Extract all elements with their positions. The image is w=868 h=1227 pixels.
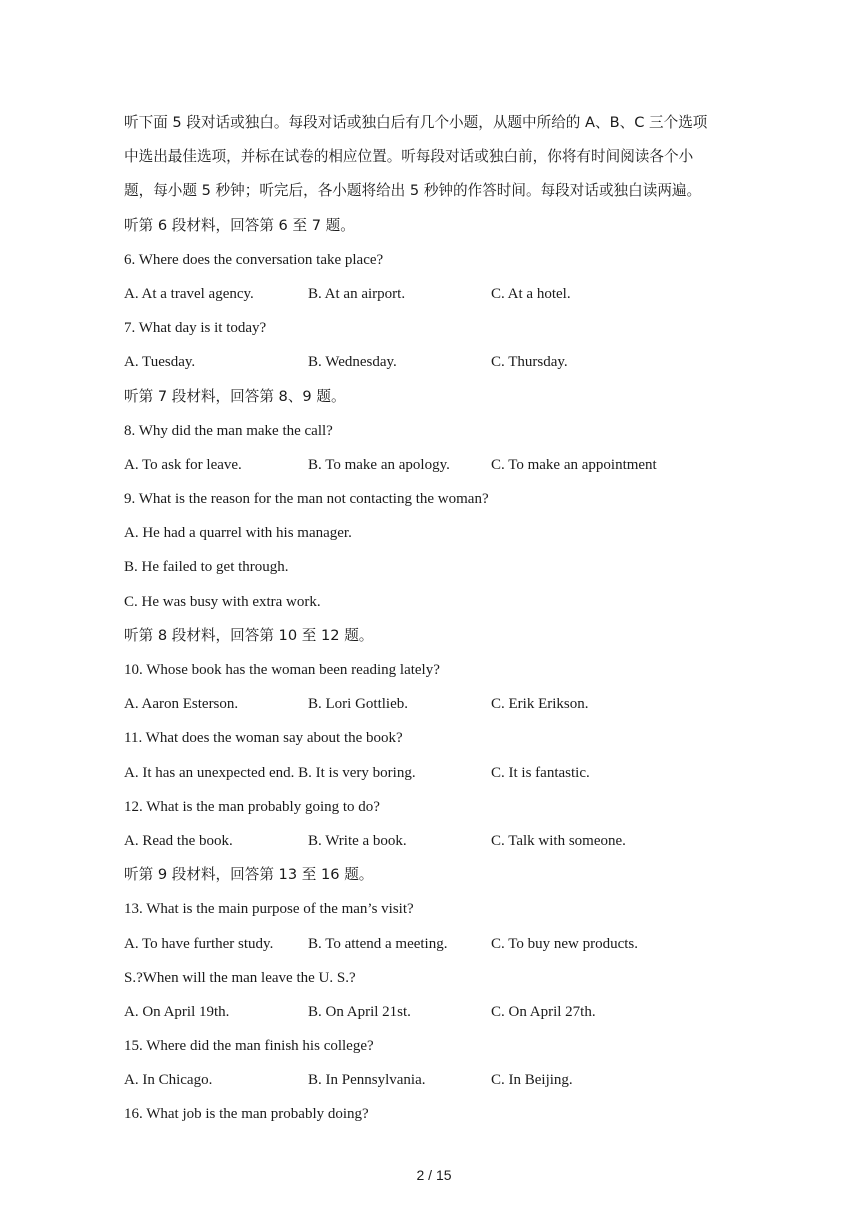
section-heading: 听第 8 段材料，回答第 10 至 12 题。 — [124, 626, 374, 644]
option-c: C. To buy new products. — [491, 935, 638, 952]
option-b: B. To attend a meeting. — [308, 935, 448, 952]
current-page: 2 — [416, 1167, 425, 1183]
section-heading: 听第 6 段材料，回答第 6 至 7 题。 — [124, 216, 355, 234]
option-b: B. Lori Gottlieb. — [308, 696, 408, 713]
option-c: C. Talk with someone. — [491, 832, 626, 849]
options-row — [124, 448, 764, 482]
option-a: A. Aaron Esterson. — [124, 696, 239, 713]
question-text: 15. Where did the man finish his college? — [124, 1038, 374, 1055]
options-row — [124, 995, 764, 1029]
option-a: A. At a travel agency. — [124, 285, 254, 302]
option-a: A. Tuesday. — [124, 354, 196, 371]
option-line: A. He had a quarrel with his manager. — [124, 525, 352, 542]
option-c: C. At a hotel. — [491, 285, 571, 302]
question-text: 13. What is the main purpose of the man’s visit? — [124, 901, 414, 918]
option-a: A. It has an unexpected end. B. It is very boring. — [124, 764, 416, 781]
options-row — [124, 927, 764, 961]
option-line: B. He failed to get through. — [124, 559, 289, 576]
option-c: C. In Beijing. — [491, 1072, 573, 1089]
option-a: A. In Chicago. — [124, 1072, 213, 1089]
options-row — [124, 824, 764, 858]
option-b: B. Write a book. — [308, 832, 407, 849]
option-b: B. Wednesday. — [308, 354, 397, 371]
question-text: 7. What day is it today? — [124, 320, 267, 337]
listening-section — [124, 106, 764, 1132]
section-heading: 听第 7 段材料，回答第 8、9 题。 — [124, 387, 346, 405]
options-row — [124, 277, 764, 311]
total-pages: 15 — [435, 1167, 452, 1183]
option-c: C. Thursday. — [491, 354, 568, 371]
option-c: C. Erik Erikson. — [491, 696, 589, 713]
option-a: A. To ask for leave. — [124, 456, 242, 473]
question-text: 8. Why did the man make the call? — [124, 422, 333, 439]
page-number — [0, 1167, 868, 1183]
option-b: B. On April 21st. — [308, 1003, 411, 1020]
option-b: B. At an airport. — [308, 285, 406, 302]
question-text: 12. What is the man probably going to do? — [124, 798, 380, 815]
option-a: A. On April 19th. — [124, 1003, 230, 1020]
options-row — [124, 687, 764, 721]
option-c: C. It is fantastic. — [491, 764, 590, 781]
option-a: A. To have further study. — [124, 935, 274, 952]
options-row — [124, 1063, 764, 1097]
instruction-line: 题，每小题 5 秒钟；听完后，各小题将给出 5 秒钟的作答时间。每段对话或独白读两遍。 — [124, 182, 702, 200]
question-text: 10. Whose book has the woman been reading lately? — [124, 662, 440, 678]
options-row — [124, 345, 764, 379]
option-a: A. Read the book. — [124, 832, 233, 849]
option-b: B. To make an apology. — [308, 456, 450, 473]
option-line: C. He was busy with extra work. — [124, 593, 321, 610]
question-text: 16. What job is the man probably doing? — [124, 1106, 369, 1123]
question-text: 11. What does the woman say about the book? — [124, 730, 403, 747]
question-text: S.?When will the man leave the U. S.? — [124, 969, 356, 986]
options-row — [124, 756, 764, 790]
option-b: B. In Pennsylvania. — [308, 1072, 426, 1089]
question-text: 9. What is the reason for the man not contacting the woman? — [124, 491, 489, 508]
page-separator: / — [428, 1167, 433, 1183]
option-c: C. On April 27th. — [491, 1003, 596, 1020]
question-text: 6. Where does the conversation take place? — [124, 251, 384, 268]
instruction-line: 听下面 5 段对话或独白。每段对话或独白后有几个小题，从题中所给的 A、B、C 三个选项 — [124, 114, 708, 131]
section-heading: 听第 9 段材料，回答第 13 至 16 题。 — [124, 866, 374, 884]
instruction-line: 中选出最佳选项，并标在试卷的相应位置。听每段对话或独白前，你将有时间阅读各个小 — [124, 148, 694, 166]
option-c: C. To make an appointment — [491, 456, 657, 473]
